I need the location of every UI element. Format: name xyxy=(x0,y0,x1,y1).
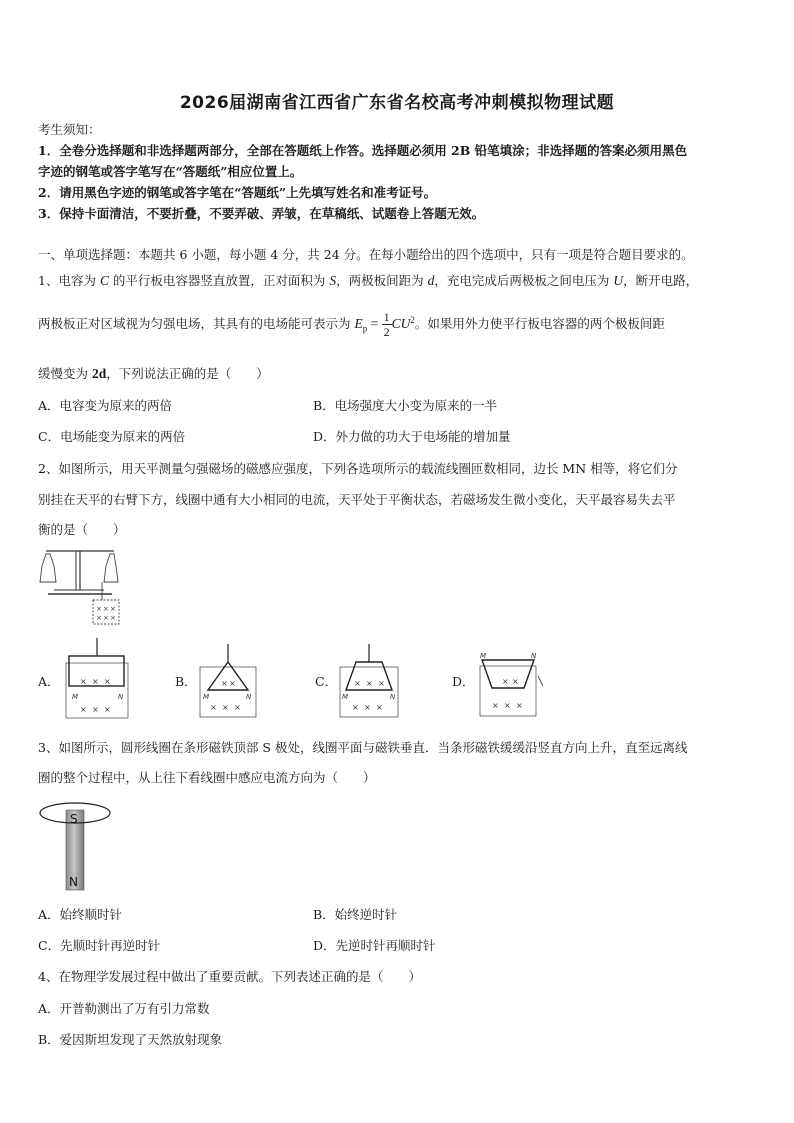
notice-heading: 考生须知： xyxy=(38,122,101,137)
q2-option-a[interactable]: A． xyxy=(38,674,60,689)
section-heading: 一、单项选择题：本题共 6 小题，每小题 4 分，共 24 分。在每小题给出的四个选项中，只有一项是符合题目要求的。 xyxy=(38,247,694,262)
svg-text:×: × xyxy=(234,703,241,712)
balance-diagram xyxy=(34,548,129,630)
q3-option-b[interactable]: B．始终逆时针 xyxy=(313,907,398,922)
q2-stem-line3: 衡的是（ ） xyxy=(38,522,126,537)
notice-item-1: 1．全卷分选择题和非选择题两部分，全部在答题纸上作答。选择题必须用 2B 铅笔填涂；非选择题的答案必须用黑色 xyxy=(38,143,688,158)
svg-text:×: × xyxy=(366,679,373,688)
coil-figure-b xyxy=(198,642,258,720)
q2-option-b[interactable]: B． xyxy=(175,674,197,689)
notice-item-1-cont: 字迹的钢笔或答字笔写在“答题纸”相应位置上。 xyxy=(38,164,303,179)
svg-text:M: M xyxy=(480,652,487,660)
notice-item-2: 2．请用黑色字迹的钢笔或答字笔在“答题纸”上先填写姓名和准考证号。 xyxy=(38,185,437,200)
svg-text:×: × xyxy=(104,705,111,714)
svg-text:×: × xyxy=(512,677,519,686)
q1-option-a[interactable]: A．电容变为原来的两倍 xyxy=(38,398,173,413)
q3-option-d[interactable]: D．先逆时针再顺时针 xyxy=(313,938,436,953)
svg-text:×: × xyxy=(504,701,511,710)
q2-option-d[interactable]: D． xyxy=(452,674,475,689)
svg-text:N: N xyxy=(69,875,78,889)
q2-stem-line1: 2、如图所示，用天平测量匀强磁场的磁感应强度，下列各选项所示的载流线圈匝数相同，边长 MN 相等，将它们分 xyxy=(38,461,678,476)
q1-option-c[interactable]: C．电场能变为原来的两倍 xyxy=(38,429,186,444)
q4-stem: 4、在物理学发展过程中做出了重要贡献。下列表述正确的是（ ） xyxy=(38,969,421,984)
svg-text:N: N xyxy=(531,652,537,660)
svg-text:×: × xyxy=(96,614,102,622)
coil-figure-d xyxy=(474,648,546,720)
svg-text:×: × xyxy=(364,703,371,712)
svg-text:×: × xyxy=(210,703,217,712)
svg-text:×: × xyxy=(92,677,99,686)
svg-text:×: × xyxy=(104,677,111,686)
svg-text:×: × xyxy=(222,703,229,712)
svg-text:×: × xyxy=(354,679,361,688)
svg-text:M: M xyxy=(203,693,210,701)
svg-text:N: N xyxy=(246,693,252,701)
svg-text:×: × xyxy=(376,703,383,712)
svg-text:×: × xyxy=(80,705,87,714)
notice-item-3: 3．保持卡面清洁，不要折叠，不要弄破、弄皱，在草稿纸、试题卷上答题无效。 xyxy=(38,206,485,221)
field-mark: × xyxy=(96,605,102,613)
svg-text:N: N xyxy=(390,693,396,701)
q3-option-a[interactable]: A．始终顺时针 xyxy=(38,907,123,922)
svg-text:×: × xyxy=(110,605,116,613)
svg-text:×: × xyxy=(80,677,87,686)
q2-option-c[interactable]: C． xyxy=(315,674,338,689)
svg-text:×: × xyxy=(378,679,385,688)
fraction: $\frac{1}{2}$ xyxy=(383,310,390,340)
svg-text:S: S xyxy=(70,812,78,826)
svg-text:×: × xyxy=(110,614,116,622)
svg-text:×: × xyxy=(492,701,499,710)
svg-text:×: × xyxy=(221,679,228,688)
q1-stem-line1: 1、电容为 C 的平行板电容器竖直放置，正对面积为 S，两极板间距为 d，充电完成后两极板之间电压为 U，断开电路， xyxy=(38,273,699,288)
q1-option-b[interactable]: B．电场强度大小变为原来的一半 xyxy=(313,398,498,413)
q1-stem-line3: 缓慢变为 2d，下列说法正确的是（ ） xyxy=(38,366,269,381)
svg-text:×: × xyxy=(92,705,99,714)
coil-figure-a xyxy=(64,636,134,720)
svg-text:M: M xyxy=(342,693,349,701)
svg-text:×: × xyxy=(103,614,109,622)
q4-option-b[interactable]: B．爱因斯坦发现了天然放射现象 xyxy=(38,1032,223,1047)
q3-stem-line1: 3、如图所示，圆形线圈在条形磁铁顶部 S 极处，线圈平面与磁铁垂直．当条形磁铁缓缓沿竖直方向上升，直至远离线 xyxy=(38,740,688,755)
svg-text:×: × xyxy=(516,701,523,710)
q3-stem-line2: 圈的整个过程中，从上往下看线圈中感应电流方向为（ ） xyxy=(38,770,376,785)
coil-figure-c xyxy=(338,642,402,720)
svg-text:×: × xyxy=(229,679,236,688)
magnet-coil-diagram xyxy=(38,800,118,895)
q1-stem-line2: 两极板正对区域视为匀强电场，其具有的电场能可表示为 $E_p$ = $\frac{1}{2}$ $CU^2$。如果用外力使平行板电容器的两个极板间距 xyxy=(38,310,665,340)
svg-text:×: × xyxy=(502,677,509,686)
svg-text:N: N xyxy=(118,693,124,701)
q2-stem-line2: 别挂在天平的右臂下方，线圈中通有大小相同的电流，天平处于平衡状态，若磁场发生微小变化，天平最容易失去平 xyxy=(38,492,676,507)
svg-text:×: × xyxy=(352,703,359,712)
q3-option-c[interactable]: C．先顺时针再逆时针 xyxy=(38,938,161,953)
q1-option-d[interactable]: D．外力做的功大于电场能的增加量 xyxy=(313,429,511,444)
svg-text:M: M xyxy=(72,693,79,701)
energy-formula: $E_p$ = $\frac{1}{2}$ $CU^2$ xyxy=(354,310,415,340)
page-title: 2026届湖南省江西省广东省名校高考冲刺模拟物理试题 xyxy=(179,93,615,113)
svg-text:×: × xyxy=(103,605,109,613)
q4-option-a[interactable]: A．开普勒测出了万有引力常数 xyxy=(38,1001,210,1016)
